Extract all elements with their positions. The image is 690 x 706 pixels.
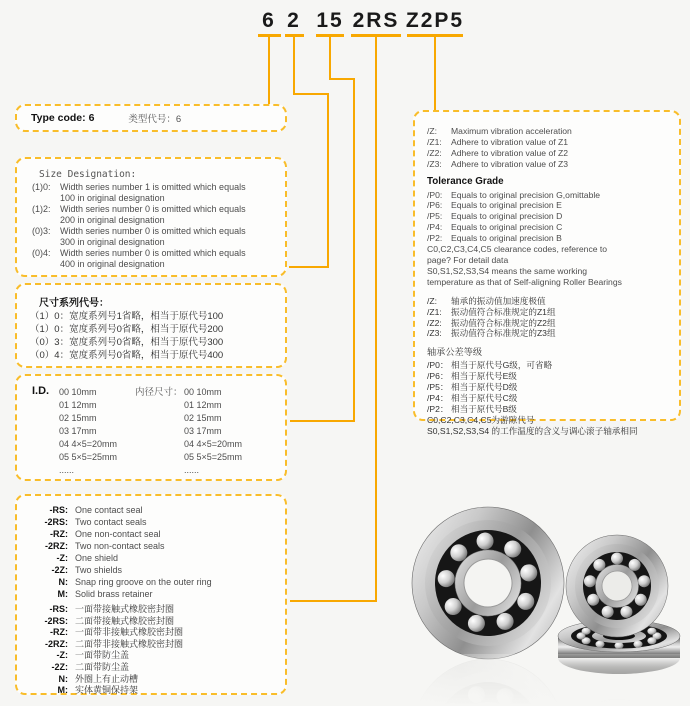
tolerance-item-zh: /P6： 相当于原代号E级	[427, 371, 517, 382]
connector-line	[293, 36, 295, 95]
size-item: (0)3: Width series number 0 is omitted which equals 300 in original designation	[32, 226, 246, 247]
vibration-item-zh: /Z3: 振动值符合标准规定的Z3组	[427, 328, 556, 339]
suffix-item-zh: -2RZ: 二面带非接触式橡胶密封圈	[45, 638, 184, 649]
tolerance-grade-title-zh: 轴承公差等级	[427, 347, 483, 358]
size-item: (1)2: Width series number 0 is omitted which equals 200 in original designation	[32, 204, 246, 225]
vibration-item: /Z: Maximum vibration acceleration	[427, 126, 572, 136]
clearance-note: C0,C2,C3,C4,C5 clearance codes, reference to	[427, 244, 608, 255]
connector-line	[375, 36, 377, 602]
temperature-note: temperature as that of Self-aligning Roller Bearings	[427, 276, 622, 287]
suffix-item: -RZ: One non-contact seal	[50, 529, 161, 539]
suffix-item-zh: N: 外圈上有止动槽	[58, 673, 139, 684]
clearance-note: page? For detail data	[427, 254, 509, 265]
connector-line	[290, 420, 355, 422]
connector-line	[289, 266, 329, 268]
size-item-zh: （0）3：宽度系列号0省略，相当于原代号300	[30, 337, 224, 348]
connector-line	[329, 36, 331, 80]
vibration-item-zh: /Z2: 振动值符合标准规定的Z2组	[427, 317, 556, 328]
inner-diameter-box	[15, 374, 287, 481]
id-label-zh: 内径尺寸：	[135, 387, 183, 398]
tolerance-item: /P5: Equals to original precision D	[427, 211, 563, 222]
code-part-bore: 15	[316, 9, 344, 32]
type-code-label-zh: 类型代号：6	[128, 114, 182, 125]
suffix-item-zh: -2Z: 二面带防尘盖	[51, 661, 130, 672]
size-designation-title-zh: 尺寸系列代号：	[39, 298, 109, 309]
bearing-photo	[393, 468, 690, 706]
tolerance-item: /P4: Equals to original precision C	[427, 222, 563, 233]
suffix-item-zh: -RS: 一面带接触式橡胶密封圈	[49, 604, 175, 614]
size-designation-box-zh	[15, 283, 287, 368]
connector-line	[268, 36, 270, 107]
tolerance-item: /P0: Equals to original precision G,omittable	[427, 189, 601, 200]
vibration-item: /Z1: Adhere to vibration value of Z1	[427, 136, 569, 147]
size-item-zh: （1）0：宽度系列号0省略，相当于原代号200	[30, 324, 224, 335]
suffix-item: -Z: One shield	[56, 553, 119, 563]
tolerance-item-zh: /P5： 相当于原代号D级	[427, 382, 518, 393]
id-values-left: 00 10mm 01 12mm 02 15mm 03 17mm 04 4×5=20mm 05 5×5=25mm ......	[59, 387, 118, 475]
code-part-seal: 2RS	[352, 9, 400, 32]
code-part-tolerance: Z2P5	[405, 9, 465, 32]
tolerance-item-zh: /P0： 相当于原代号G级，可省略	[427, 360, 553, 371]
suffix-item: -2RS: Two contact seals	[44, 517, 147, 527]
id-values-right: 00 10mm 01 12mm 02 15mm 03 17mm 04 4×5=20mm 05 5×5=25mm ......	[184, 387, 243, 475]
size-item: (0)4: Width series number 0 is omitted which equals 400 in original designation	[32, 248, 246, 269]
suffix-codes-box	[15, 494, 287, 695]
code-part-type: 6	[262, 9, 276, 32]
suffix-item: -RS: One contact seal	[49, 505, 143, 515]
tolerance-item-zh: /P4： 相当于原代号C级	[427, 392, 518, 403]
vibration-item: /Z3: Adhere to vibration value of Z3	[427, 158, 569, 169]
size-item-zh: （1）0：宽度系列号1省略，相当于原代号100	[30, 311, 224, 322]
id-label: I.D.	[32, 385, 50, 397]
vibration-item: /Z2: Adhere to vibration value of Z2	[427, 147, 569, 158]
suffix-item-zh: -RZ: 一面带非接触式橡胶密封圈	[50, 627, 184, 638]
tolerance-item: /P2: Equals to original precision B	[427, 233, 562, 244]
temperature-note-zh: S0,S1,S2,S3,S4 的工作温度的含义与调心滚子轴承相同	[427, 425, 638, 436]
clearance-note-zh: C0,C2,C3,C4,C5为游隙代号	[427, 414, 535, 425]
size-designation-box-en	[15, 157, 287, 277]
connector-line	[327, 93, 329, 268]
suffix-item-zh: M: 实体黄铜保持架	[57, 685, 139, 696]
vibration-item-zh: /Z1: 振动值符合标准规定的Z1组	[427, 306, 556, 317]
connector-line	[293, 93, 329, 95]
type-code-label-en: Type code: 6	[31, 112, 95, 124]
tolerance-item-zh: /P2： 相当于原代号B级	[427, 403, 517, 414]
suffix-item-zh: -Z: 一面带防尘盖	[56, 650, 130, 661]
tolerance-item: /P6: Equals to original precision E	[427, 200, 562, 211]
type-code-box	[15, 104, 287, 132]
suffix-item-zh: -2RS: 二面带接触式橡胶密封圈	[44, 615, 175, 626]
large-bearing	[396, 491, 580, 675]
temperature-note: S0,S1,S2,S3,S4 means the same working	[427, 265, 588, 276]
connector-line	[353, 78, 355, 422]
connector-line	[329, 78, 355, 80]
connector-line	[290, 600, 377, 602]
suffix-item: -2Z: Two shields	[51, 565, 123, 575]
suffix-item: N: Snap ring groove on the outer ring	[58, 577, 212, 587]
tolerance-grade-box	[413, 110, 681, 436]
size-item-zh: （0）4：宽度系列号0省略，相当于原代号400	[30, 350, 224, 361]
connector-line	[434, 36, 436, 112]
vibration-item-zh: /Z: 轴承的振动值加速度极值	[427, 295, 546, 306]
suffix-item: M: Solid brass retainer	[57, 589, 153, 599]
code-part-series: 2	[287, 9, 301, 32]
size-designation-title: Size Designation:	[39, 169, 137, 180]
size-item: (1)0: Width series number 1 is omitted which equals 100 in original designation	[32, 182, 246, 203]
suffix-item: -2RZ: Two non-contact seals	[45, 541, 165, 551]
tolerance-grade-title: Tolerance Grade	[427, 175, 504, 187]
